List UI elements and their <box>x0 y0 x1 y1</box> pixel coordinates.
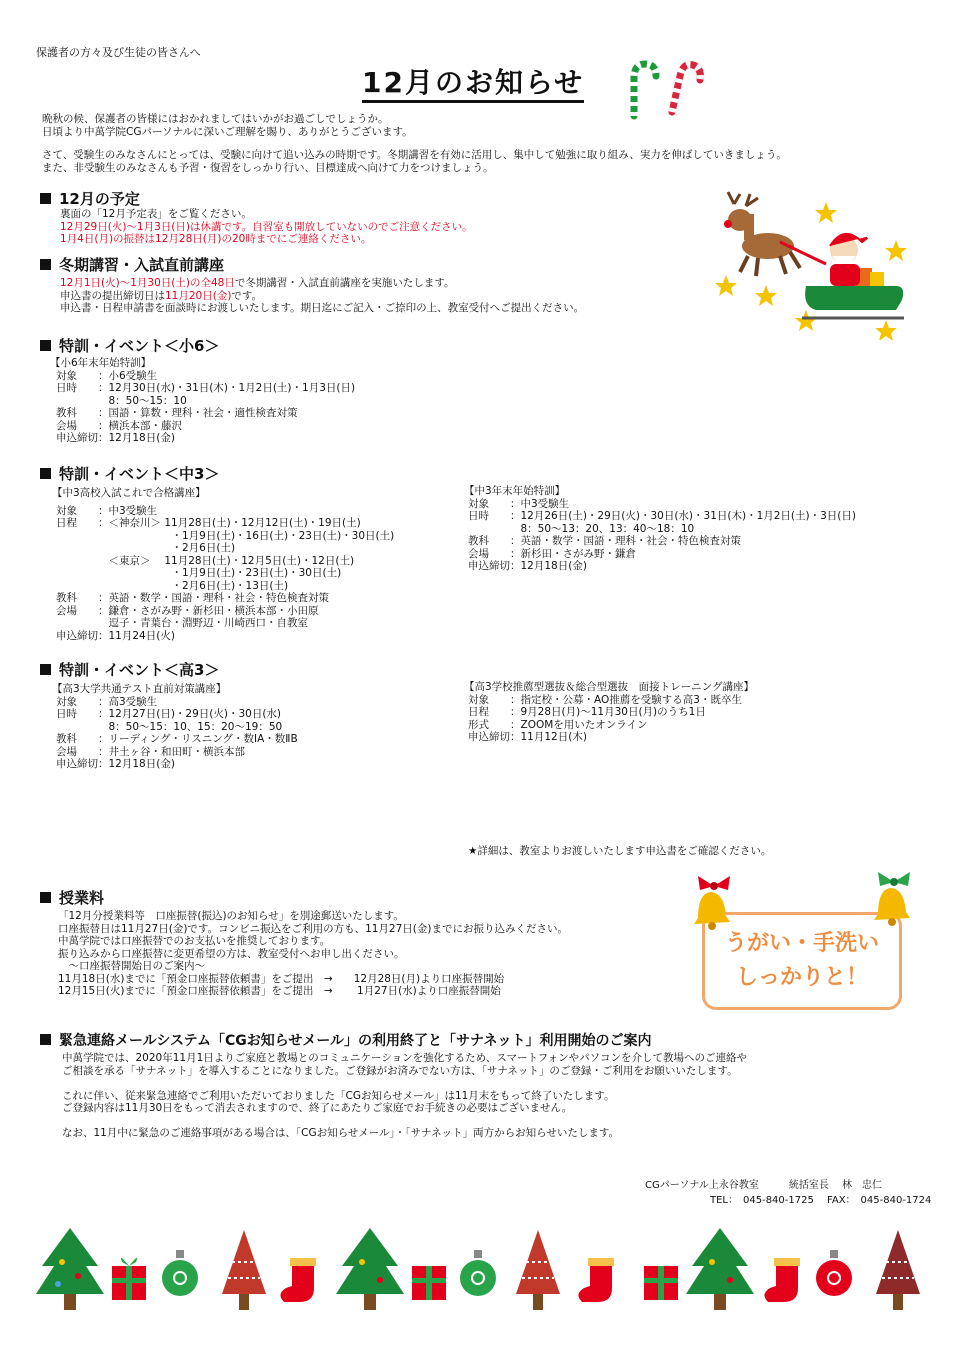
page-title: 12月のお知らせ <box>362 66 584 103</box>
detail-note: ★詳細は、教室よりお渡しいたします申込書をご確認ください。 <box>468 845 772 857</box>
tree-icon <box>222 1230 266 1310</box>
candy-cane-icon <box>614 56 704 120</box>
stocking-icon <box>578 1258 614 1302</box>
kou3-right-block: 【高3学校推薦型選抜＆総合型選抜 面接トレーニング講座】 対象 ：指定校・公募・AO推薦を受験する高3・既卒生 日程 ：9月28日(月)～11月30日(月)のうち1日 形式 ：ZOOMを用いたオンライン 申込締切：11月12日(木) <box>464 681 754 743</box>
christmas-decoration-row <box>30 1222 930 1322</box>
mail-text: 中萬学院では、2020年11月1日よりご家庭と教場とのコミュニケーションを強化するため、スマートフォンやパソコンを介して教場へのご連絡や ご相談を承る「サナネット」を導入することになりました。ご登録がお済みでない方は、「サナネット」のご登録・ご利用をお願いいたします。 これに伴い、従来緊急連絡でご利用いただいておりました「CGお知らせメール」は11月末をもって終了いたします。 ご登録内容は11月30日をもって消去されますので、終了にあたりご家庭でお手続きの必要はございません。 なお、11月中に緊急のご連絡事項がある場合は、「CGお知らせメール」・「サナネット」両方からお知らせいたします。 <box>62 1052 747 1139</box>
winter-text: 12月1日(火)～1月30日(土)の全48日で冬期講習・入試直前講座を実施いたします。 申込書の提出締切日は11月20日(金)です。 申込書・日程申請書を面談時にお渡しいたします。期日迄にご記入・ご捺印の上、教室受付へご提出ください。 <box>60 277 585 314</box>
sho6-block: 【小6年末年始特訓】 対象 ：小6受験生 日時 ：12月30日(水)・31日(木)・1月2日(土)・1月3日(日) 8：50～15：10 教科 ：国語・算数・理科・社会・適性検査対策 会場 ：横浜本部・藤沢 申込締切：12月18日(金) <box>50 357 356 444</box>
schedule-heading: 12月の予定 <box>40 190 140 208</box>
schedule-text: 裏面の「12月予定表」をご覧ください。 12月29日(火)～1月3日(日)は休講です。自習室も開放していないのでご注意ください。 1月4日(月)の振替は12月28日(月)の20時までにご連絡ください。 <box>60 208 473 245</box>
intro-text: 晩秋の候、保護者の皆様にはおかれましてはいかがお過ごしでしょうか。 日頃より中萬学院CGパーソナルに深いご理解を賜り、ありがとうございます。 さて、受験生のみなさんにとっては、受験に向けて追い込みの時期です。冬期講習を有効に活用し、集中して勉強に取り組み、実力を伸ばしていきましょう。 また、非受験生のみなさんも予習・復習をしっかり行い、目標達成へ向けて力をつけましょう。 <box>42 113 787 174</box>
santa-sleigh-icon <box>706 190 916 340</box>
footer-contact: TEL： 045-840-1725 FAX： 045-840-1724 <box>710 1195 932 1206</box>
chu3-right-block: 【中3年末年始特訓】 対象 ：中3受験生 日時 ：12月26日(土)・29日(火)・30日(水)・31日(木)・1月2日(土)・3日(日) 8：50～13：20、13：40～18：10 教科 ：英語・数学・国語・理科・社会・特色検査対策 会場 ：新杉田・さがみ野・鎌倉 申込締切：12月18日(金) <box>464 485 857 572</box>
footer-school: CGパーソナル上永谷教室 統括室長 林 忠仁 <box>645 1180 883 1191</box>
kou3-heading: 特訓・イベント＜高3＞ <box>40 661 219 679</box>
stocking-icon <box>280 1258 316 1302</box>
mail-heading: 緊急連絡メールシステム「CGお知らせメール」の利用終了と「サナネット」利用開始のご案内 <box>40 1032 651 1050</box>
winter-heading: 冬期講習・入試直前講座 <box>40 256 224 274</box>
chu3-heading: 特訓・イベント＜中3＞ <box>40 465 219 483</box>
greeting-to: 保護者の方々及び生徒の皆さんへ <box>36 46 201 59</box>
kou3-left-block: 【高3大学共通テスト直前対策講座】 対象 ：高3受験生 日時 ：12月27日(日)・29日(火)・30日(水) 8：50～15：10、15：20～19：50 教科 ：リーディング・リスニング・数ⅠA・数ⅡB 会場 ：井土ヶ谷・和田町・横浜本部 申込締切：12月18日(金) <box>52 683 298 770</box>
tree-icon <box>336 1228 404 1310</box>
tree-icon <box>686 1228 754 1310</box>
tree-icon <box>36 1228 104 1310</box>
ornament-icon <box>162 1250 198 1296</box>
ornament-icon <box>816 1250 852 1296</box>
ornament-icon <box>460 1250 496 1296</box>
tree-icon <box>516 1230 560 1310</box>
gift-icon <box>644 1266 678 1300</box>
stocking-icon <box>764 1258 800 1302</box>
tuition-heading: 授業料 <box>40 889 104 907</box>
tuition-text: 「12月分授業料等 口座振替(振込)のお知らせ」を別途郵送いたします。 口座振替日は11月27日(金)です。コンビニ振込をご利用の方も、11月27日(金)までにお振り込みください。 中萬学院では口座振替でのお支払いを推奨しております。 振り込みから口座振替に変更希望の方は、教室受付へお申し出ください。 ～口座振替開始日のご案内～ 11月18日(水)までに「預金口座振替依頼書」をご提出 → 12月28日(月)より口座振替開始 12月15日(火)までに「預金口座振替依頼書」をご提出 → 1月27日(水)より口座振替開始 <box>58 910 568 997</box>
gift-icon <box>112 1258 146 1300</box>
gift-icon <box>412 1266 446 1300</box>
tree-icon <box>876 1230 920 1310</box>
handwash-notice: うがい・手洗い しっかりと！ <box>702 912 902 1010</box>
bell-icon <box>680 872 750 934</box>
bell-icon <box>858 868 928 930</box>
chu3-left-block: 【中3高校入試これで合格講座】 対象 ：中3受験生 日程 ：＜神奈川＞ 11月28日(土)・12月12日(土)・19日(土) ・1月9日(土)・16日(土)・23日(土)・30日(土) ・2月6日(土) ＜東京＞ 11月28日(土)・12月5日(土)・12日(土) ・1月9日(土)・23日(土)・30日(土) ・2月6日(土)・13日(土) 教科 ：英語・数学・国語・理科・社会・特色検査対策 会場 ：鎌倉・さがみ野・新杉田・横浜本部・小田原 逗子・青葉台・淵野辺・川崎西口・自教室 申込締切：11月24日(火) <box>52 487 395 642</box>
sho6-heading: 特訓・イベント＜小6＞ <box>40 337 219 355</box>
